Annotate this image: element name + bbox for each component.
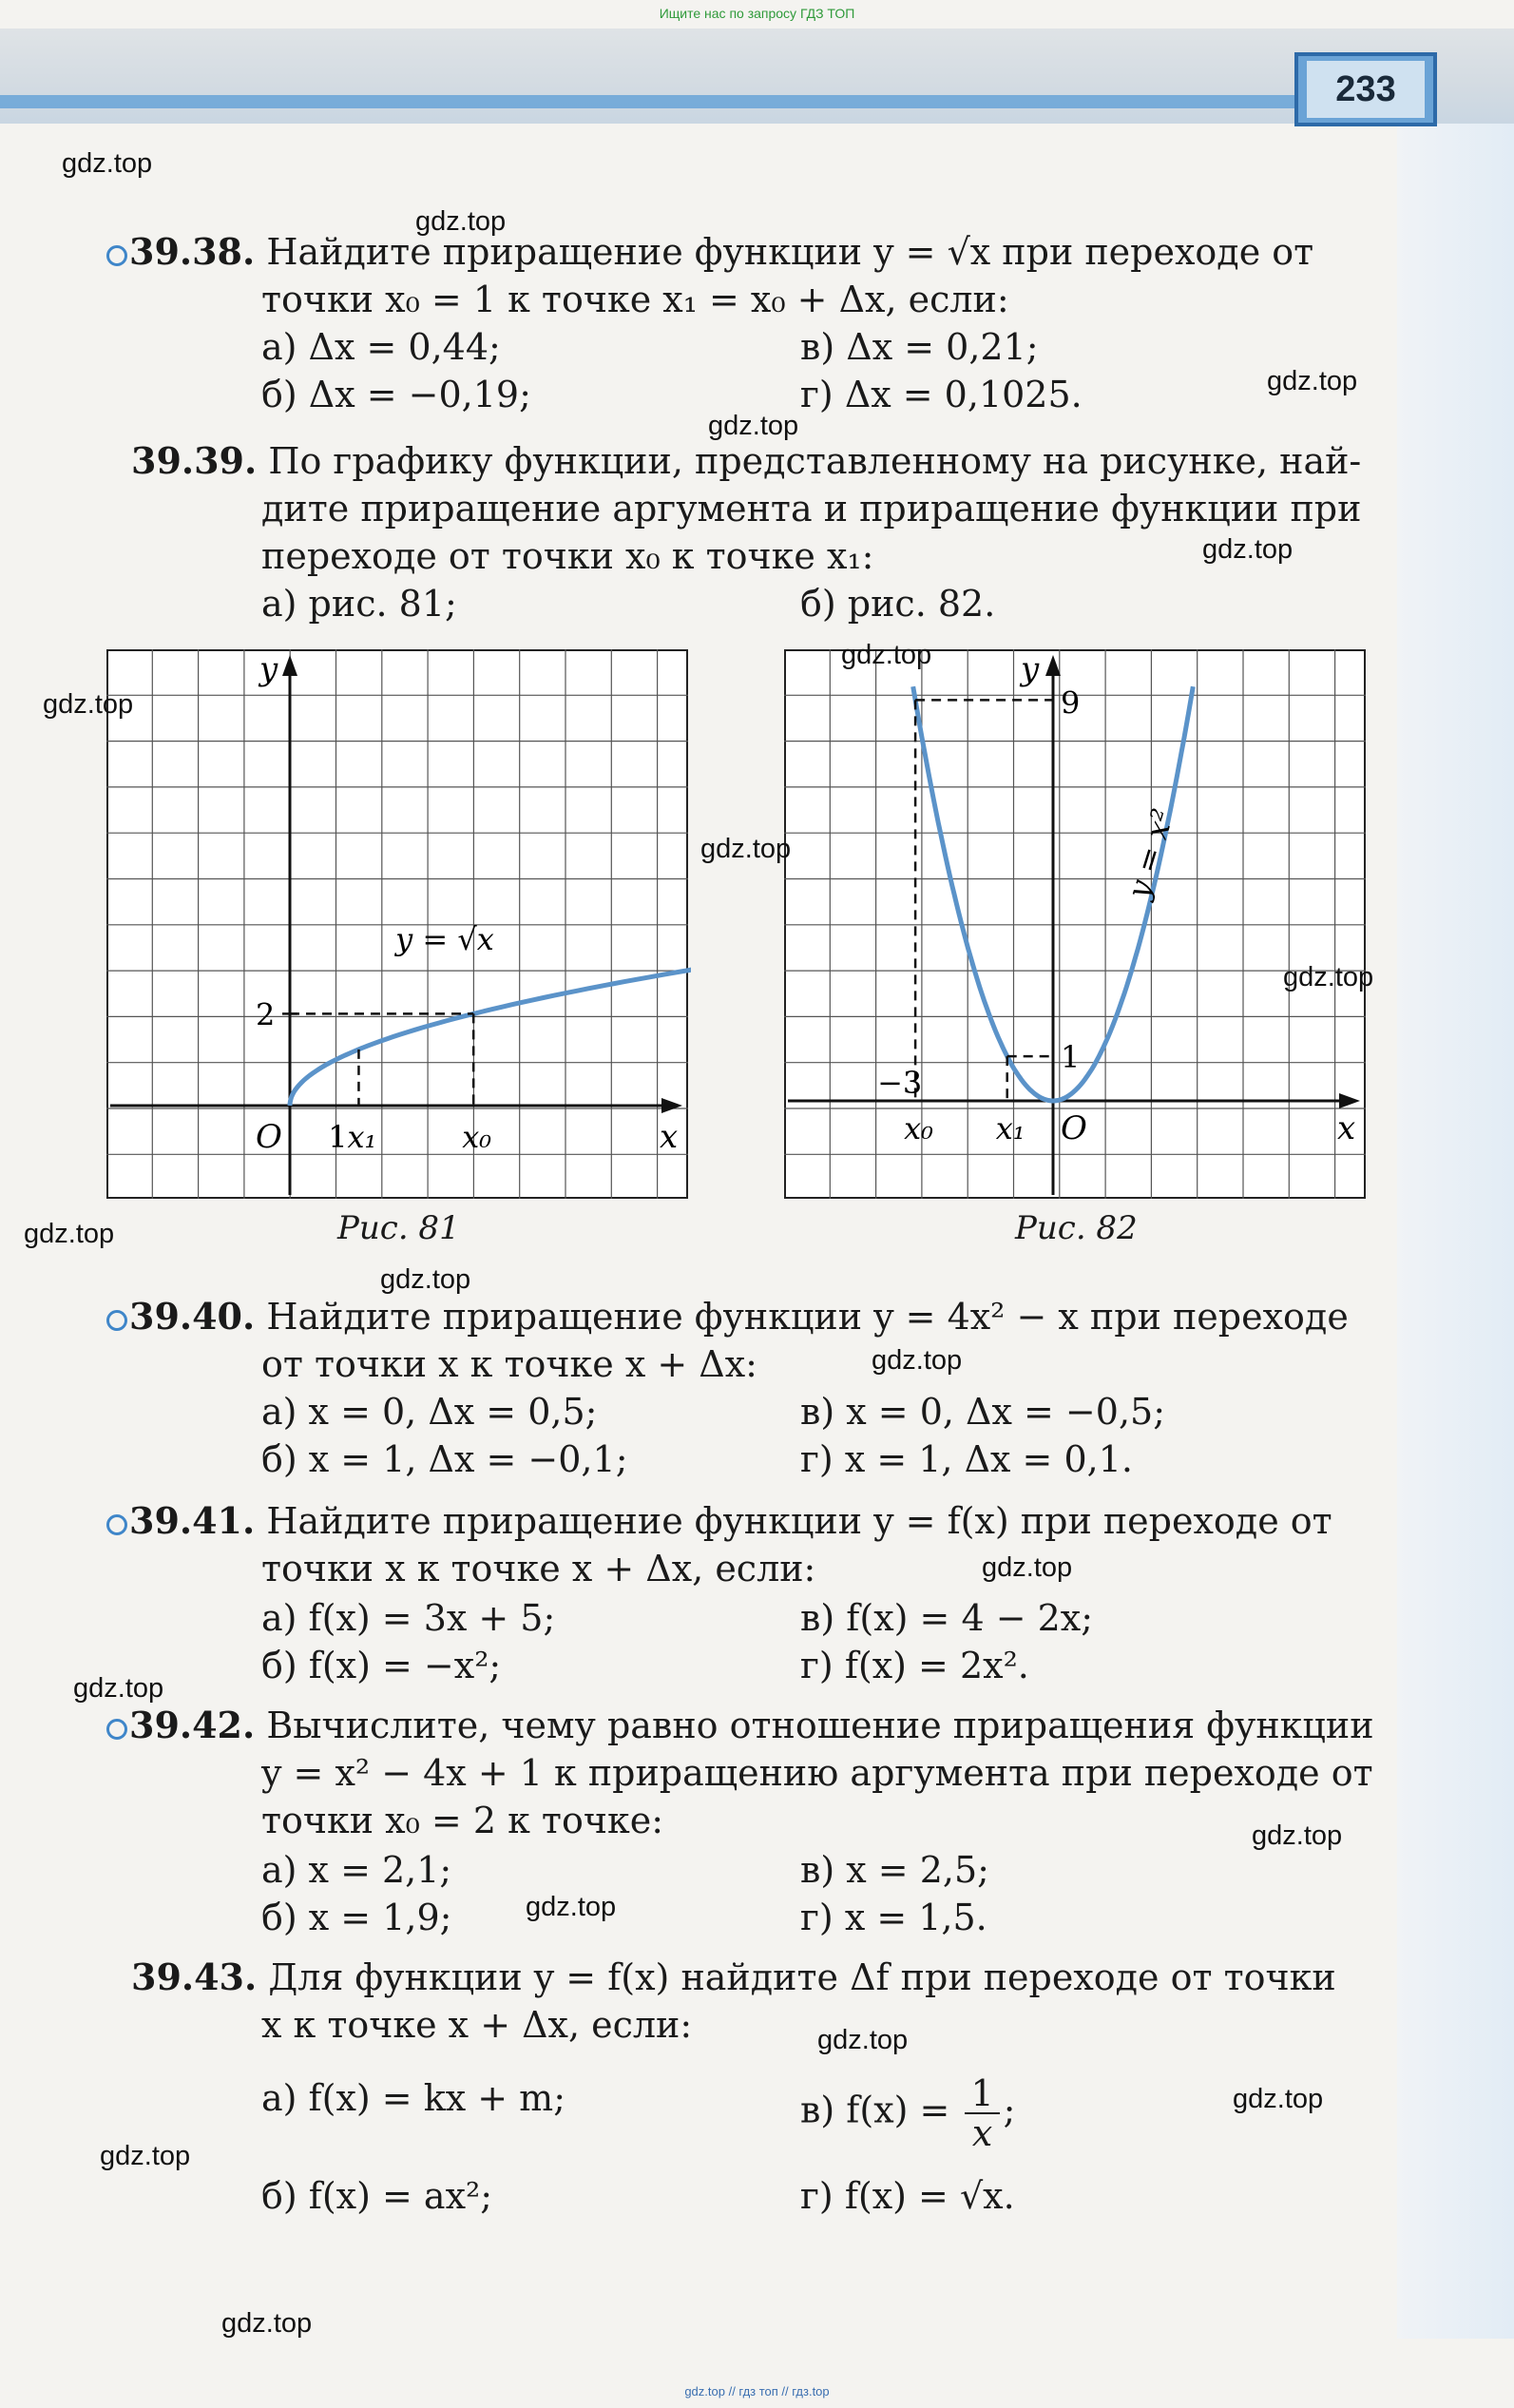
fraction-denominator: x <box>971 2112 993 2154</box>
fraction-numerator: 1 <box>965 2074 999 2114</box>
problem-39-42-line1 <box>106 1702 1374 1749</box>
problem-number: 39.41. <box>129 1499 256 1542</box>
tick-label: 1 <box>328 1119 348 1155</box>
problem-39-38-line1 <box>106 228 1313 276</box>
problem-39-42-line2: y = x² − 4x + 1 к приращению аргумента при переходе от <box>261 1752 1373 1794</box>
watermark: gdz.top <box>62 148 153 179</box>
problem-number: 39.39. <box>131 439 258 482</box>
watermark: gdz.top <box>872 1345 963 1376</box>
curve-label: y = x² <box>1120 804 1181 903</box>
problem-39-41-b: б) f(x) = −x²; <box>261 1645 502 1686</box>
problem-39-42-c: в) x = 2,5; <box>800 1849 989 1891</box>
page-number: 233 <box>1307 61 1425 118</box>
problem-39-41-a: а) f(x) = 3x + 5; <box>261 1597 556 1639</box>
tick-label: 1 <box>1061 1039 1081 1076</box>
problem-39-38-line2: точки x₀ = 1 к точке x₁ = x₀ + Δx, если: <box>261 279 1009 320</box>
problem-number: 39.42. <box>129 1704 256 1746</box>
y-axis-label: y <box>259 650 278 688</box>
watermark: gdz.top <box>1233 2084 1324 2114</box>
watermark: gdz.top <box>1202 534 1294 565</box>
problem-number: 39.43. <box>131 1955 258 1998</box>
problem-39-40-d: г) x = 1, Δx = 0,1. <box>800 1438 1133 1480</box>
x-axis-label: x <box>660 1118 679 1156</box>
problem-text: Для функции y = f(x) найдите Δf при переходе от точки <box>268 1956 1336 1998</box>
tick-label: −3 <box>877 1065 923 1101</box>
problem-39-43-d: г) f(x) = √x. <box>800 2175 1015 2217</box>
problem-39-39-line1 <box>131 437 1361 485</box>
problem-39-42-b: б) x = 1,9; <box>261 1897 452 1938</box>
watermark: gdz.top <box>100 2141 191 2171</box>
x0-label: x₀ <box>462 1119 492 1155</box>
problem-39-40-b: б) x = 1, Δx = −0,1; <box>261 1438 628 1480</box>
curve-label: y = √x <box>395 920 494 957</box>
x-axis-label: x <box>1337 1109 1356 1147</box>
problem-39-43-c <box>800 2074 1015 2152</box>
problem-text: Найдите приращение функции y = f(x) при переходе от <box>266 1500 1332 1542</box>
watermark: gdz.top <box>1267 366 1358 396</box>
problem-39-41-line2: точки x к точке x + Δx, если: <box>261 1548 816 1589</box>
problem-text: Найдите приращение функции y = √x при переходе от <box>266 231 1314 273</box>
watermark: gdz.top <box>841 640 932 670</box>
problem-39-39-b: б) рис. 82. <box>800 583 996 625</box>
circle-marker-icon <box>106 1719 127 1740</box>
top-banner: Ищите нас по запросу ГДЗ ТОП <box>659 6 855 21</box>
problem-39-39-line3: переходе от точки x₀ к точке x₁: <box>261 535 874 577</box>
problem-number: 39.38. <box>129 230 256 273</box>
problem-text: Найдите приращение функции y = 4x² − x при переходе <box>266 1296 1349 1338</box>
circle-marker-icon <box>106 1514 127 1535</box>
fraction <box>965 2074 999 2152</box>
fraction-suffix: ; <box>1003 2089 1016 2131</box>
watermark: gdz.top <box>380 1264 471 1295</box>
watermark: gdz.top <box>526 1892 617 1922</box>
figure-81 <box>106 649 691 1201</box>
problem-39-43-b: б) f(x) = ax²; <box>261 2175 493 2217</box>
circle-marker-icon <box>106 245 127 266</box>
tick-label: 2 <box>256 996 276 1033</box>
problem-39-43-a: а) f(x) = kx + m; <box>261 2077 565 2119</box>
fig81-caption: Рис. 81 <box>337 1209 460 1247</box>
fraction-prefix: в) f(x) = <box>800 2089 962 2131</box>
header-band <box>0 29 1514 124</box>
problem-39-42-d: г) x = 1,5. <box>800 1897 987 1938</box>
watermark: gdz.top <box>415 206 507 237</box>
fig82-caption: Рис. 82 <box>1015 1209 1138 1247</box>
watermark: gdz.top <box>24 1219 115 1249</box>
problem-39-41-line1 <box>106 1497 1332 1545</box>
problem-text: По графику функции, представленному на рисунке, най- <box>268 440 1362 482</box>
circle-marker-icon <box>106 1310 127 1331</box>
watermark: gdz.top <box>43 689 134 720</box>
figure-82 <box>784 649 1369 1201</box>
problem-39-39-line2: дите приращение аргумента и приращение функции при <box>261 488 1362 530</box>
problem-39-41-c: в) f(x) = 4 − 2x; <box>800 1597 1094 1639</box>
watermark: gdz.top <box>817 2025 909 2055</box>
watermark: gdz.top <box>1283 962 1374 992</box>
origin-label: O <box>256 1118 282 1156</box>
problem-39-39-a: а) рис. 81; <box>261 583 457 625</box>
watermark: gdz.top <box>982 1552 1073 1583</box>
problem-39-38-a: а) Δx = 0,44; <box>261 326 501 368</box>
side-band <box>1397 124 1514 2339</box>
watermark: gdz.top <box>1252 1820 1343 1851</box>
x1-label: x₁ <box>347 1119 377 1155</box>
bottom-banner: gdz.top // гдз топ // гдз.top <box>684 2384 830 2398</box>
problem-39-42-line3: точки x₀ = 2 к точке: <box>261 1800 663 1841</box>
watermark: gdz.top <box>708 411 799 441</box>
problem-39-40-c: в) x = 0, Δx = −0,5; <box>800 1391 1166 1433</box>
problem-number: 39.40. <box>129 1295 256 1338</box>
problem-39-43-line2: x к точке x + Δx, если: <box>261 2004 693 2046</box>
y-axis-label: y <box>1021 650 1040 688</box>
problem-39-38-d: г) Δx = 0,1025. <box>800 374 1083 415</box>
watermark: gdz.top <box>700 834 792 864</box>
watermark: gdz.top <box>73 1673 164 1704</box>
problem-39-41-d: г) f(x) = 2x². <box>800 1645 1029 1686</box>
x0-label: x₀ <box>904 1110 933 1146</box>
problem-39-38-b: б) Δx = −0,19; <box>261 374 531 415</box>
problem-39-40-a: а) x = 0, Δx = 0,5; <box>261 1391 598 1433</box>
problem-39-43-line1 <box>131 1954 1336 2001</box>
problem-39-40-line2: от точки x к точке x + Δx: <box>261 1343 757 1385</box>
tick-label: 9 <box>1061 684 1081 722</box>
x1-label: x₁ <box>995 1110 1025 1146</box>
problem-text: Вычислите, чему равно отношение приращения функции <box>266 1705 1374 1746</box>
watermark: gdz.top <box>221 2308 313 2339</box>
problem-39-40-line1 <box>106 1293 1349 1340</box>
problem-39-42-a: а) x = 2,1; <box>261 1849 452 1891</box>
origin-label: O <box>1061 1109 1087 1147</box>
header-stripe <box>0 95 1331 108</box>
problem-39-38-c: в) Δx = 0,21; <box>800 326 1039 368</box>
